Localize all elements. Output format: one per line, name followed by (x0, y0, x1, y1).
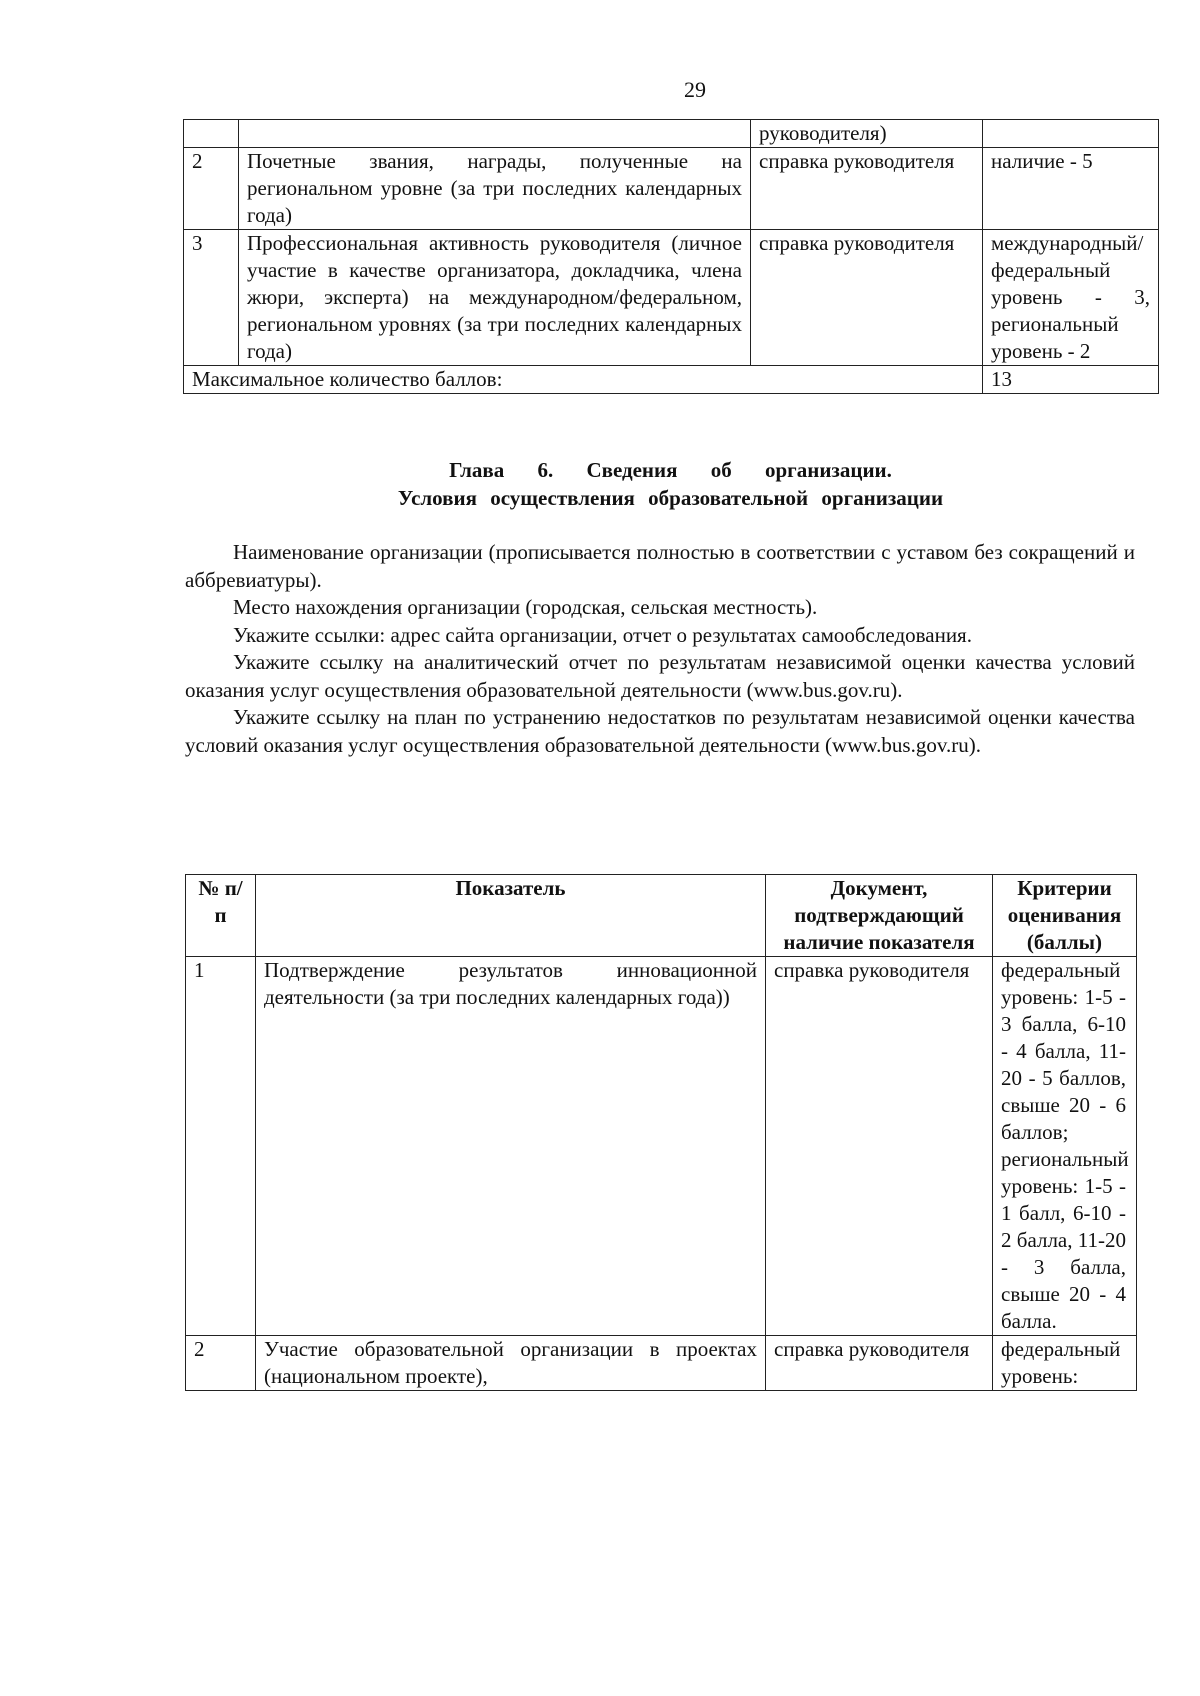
previous-criteria-table (183, 119, 1159, 394)
total-label: Максимальное количество баллов: (184, 366, 983, 394)
intro-text (185, 539, 1135, 759)
cell-document: справка руководителя (751, 230, 983, 366)
paragraph: Место нахождения организации (городская, сельская местность). (233, 595, 818, 619)
organization-criteria-table (185, 874, 1137, 1391)
cell-document: руководителя) (751, 120, 983, 148)
paragraph: Наименование организации (прописывается полностью в соответствии с уставом без сокращений и аббревиатуры). (185, 540, 1135, 592)
chapter-title: Глава 6. Сведения об организации. (449, 458, 892, 482)
header-criteria: Критерии оценивания (баллы) (993, 875, 1137, 957)
cell-document: справка руководителя (766, 957, 993, 1336)
cell-indicator: Почетные звания, награды, полученные на региональном уровне (за три последних календарных года) (239, 148, 751, 230)
cell-num: 2 (184, 148, 239, 230)
cell-criteria (983, 120, 1159, 148)
header-num: № п/п (186, 875, 256, 957)
total-value: 13 (983, 366, 1159, 394)
cell-criteria: федеральный уровень: 1-5 - 3 балла, 6-10 - 4 балла, 11-20 - 5 баллов, свыше 20 - 6 баллов; региональный уровень: 1-5 - 1 балл, 6-10 - 2 балла, 11-20 - 3 балла, свыше 20 - 4 балла. (993, 957, 1137, 1336)
chapter-subtitle: Условия осуществления образовательной организации (397, 486, 944, 510)
table-row (186, 1336, 1137, 1391)
cell-criteria: наличие - 5 (983, 148, 1159, 230)
table-row (184, 148, 1159, 230)
page-number: 29 (684, 77, 706, 102)
header-document: Документ, подтверждающий наличие показателя (766, 875, 993, 957)
paragraph: Укажите ссылку на план по устранению недостатков по результатам независимой оценки качества условий оказания услуг осуществления образовательной деятельности (www.bus.gov.ru). (185, 705, 1135, 757)
paragraph: Укажите ссылки: адрес сайта организации, отчет о результатах самообследования. (233, 622, 972, 647)
table-row (186, 957, 1137, 1336)
table-row (184, 230, 1159, 366)
header-row (186, 875, 1137, 957)
cell-indicator: Участие образовательной организации в проектах (национальном проекте), (256, 1336, 766, 1391)
cell-num (184, 120, 239, 148)
cell-indicator (239, 120, 751, 148)
cell-criteria: международный/ федеральный уровень - 3, региональный уровень - 2 (983, 230, 1159, 366)
cell-document: справка руководителя (751, 148, 983, 230)
paragraph: Укажите ссылку на аналитический отчет по результатам независимой оценки качества условий оказания услуг осуществления образовательной деятельности (www.bus.gov.ru). (185, 650, 1135, 702)
cell-indicator: Профессиональная активность руководителя (личное участие в качестве организатора, докладчика, члена жюри, эксперта) на международном/федеральном, региональном уровнях (за три последних календарных года) (239, 230, 751, 366)
cell-indicator: Подтверждение результатов инновационной деятельности (за три последних календарных года)) (256, 957, 766, 1336)
cell-num: 3 (184, 230, 239, 366)
cell-document: справка руководителя (766, 1336, 993, 1391)
table-row (184, 120, 1159, 148)
header-indicator: Показатель (256, 875, 766, 957)
cell-criteria: федеральный уровень: (993, 1336, 1137, 1391)
cell-num: 1 (186, 957, 256, 1336)
total-row (184, 366, 1159, 394)
cell-num: 2 (186, 1336, 256, 1391)
